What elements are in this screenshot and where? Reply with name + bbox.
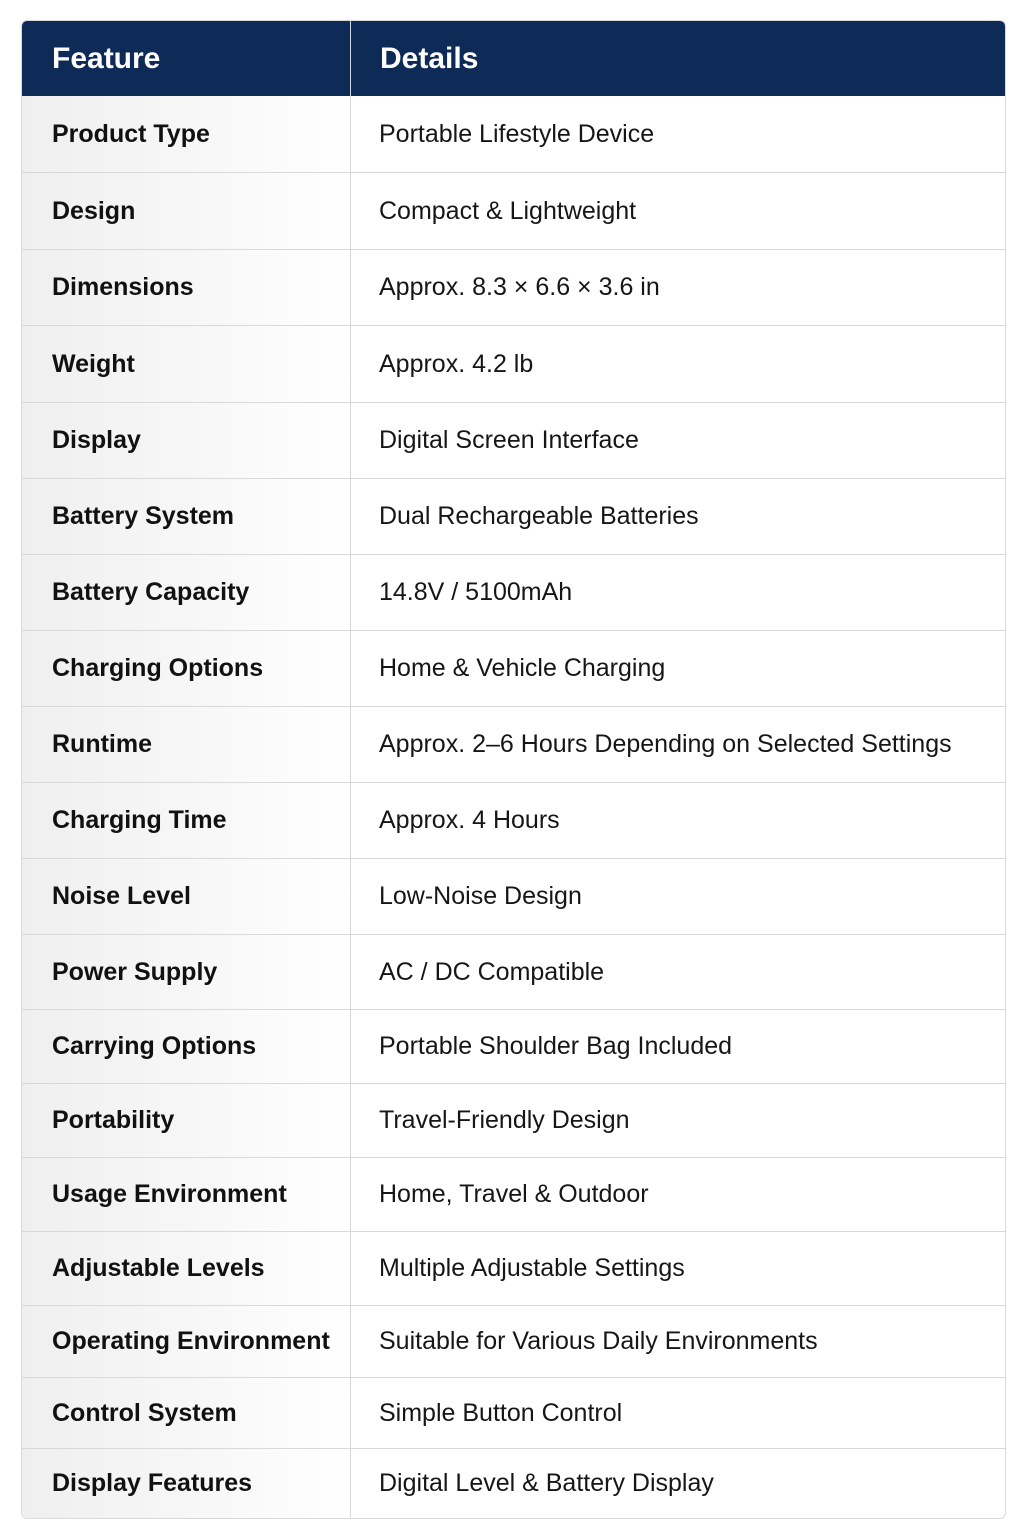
table-row <box>22 325 1005 402</box>
feature-cell: Portability <box>22 1084 351 1157</box>
spec-table <box>21 20 1006 1519</box>
feature-cell: Operating Environment <box>22 1306 351 1377</box>
table-row <box>22 1448 1005 1518</box>
table-row <box>22 1157 1005 1231</box>
feature-cell: Power Supply <box>22 935 351 1009</box>
feature-cell: Usage Environment <box>22 1158 351 1231</box>
table-row <box>22 554 1005 630</box>
table-row <box>22 706 1005 782</box>
table-row <box>22 1231 1005 1305</box>
feature-cell: Design <box>22 173 351 249</box>
details-cell: Digital Level & Battery Display <box>379 1469 714 1497</box>
table-row <box>22 402 1005 478</box>
feature-cell: Adjustable Levels <box>22 1232 351 1305</box>
table-header <box>22 21 1005 96</box>
details-cell: Approx. 4.2 lb <box>379 349 534 378</box>
details-cell: 14.8V / 5100mAh <box>379 578 573 606</box>
details-cell: Home & Vehicle Charging <box>379 654 666 682</box>
feature-cell: Charging Options <box>22 631 351 706</box>
feature-cell: Battery System <box>22 479 351 554</box>
table-row <box>22 1009 1005 1083</box>
details-cell: AC / DC Compatible <box>379 957 605 986</box>
table-body <box>22 96 1005 1518</box>
feature-cell: Battery Capacity <box>22 555 351 630</box>
feature-cell: Display <box>22 403 351 478</box>
table-row <box>22 934 1005 1009</box>
details-cell: Travel-Friendly Design <box>379 1106 630 1134</box>
details-cell: Low-Noise Design <box>379 882 582 910</box>
details-cell: Portable Shoulder Bag Included <box>379 1032 733 1060</box>
table-row <box>22 782 1005 858</box>
table-row <box>22 172 1005 249</box>
feature-cell: Noise Level <box>22 859 351 934</box>
column-header-feature: Feature <box>22 21 351 96</box>
table-row <box>22 630 1005 706</box>
feature-cell: Display Features <box>22 1449 351 1518</box>
table-row <box>22 1305 1005 1377</box>
details-cell: Approx. 2–6 Hours Depending on Selected Settings <box>379 730 952 758</box>
details-cell: Dual Rechargeable Batteries <box>379 502 699 530</box>
details-cell: Portable Lifestyle Device <box>379 119 655 148</box>
feature-cell: Carrying Options <box>22 1010 351 1083</box>
details-cell: Approx. 8.3 × 6.6 × 3.6 in <box>379 273 660 301</box>
details-cell: Simple Button Control <box>379 1398 623 1427</box>
table-row <box>22 1377 1005 1448</box>
details-cell: Multiple Adjustable Settings <box>379 1254 685 1282</box>
feature-cell: Runtime <box>22 707 351 782</box>
table-row <box>22 1083 1005 1157</box>
table-row <box>22 858 1005 934</box>
table-row <box>22 249 1005 325</box>
feature-cell: Dimensions <box>22 250 351 325</box>
feature-cell: Charging Time <box>22 783 351 858</box>
feature-cell: Product Type <box>22 96 351 172</box>
details-cell: Suitable for Various Daily Environments <box>379 1327 818 1355</box>
feature-cell: Control System <box>22 1378 351 1448</box>
details-cell: Digital Screen Interface <box>379 426 639 454</box>
table-row <box>22 96 1005 172</box>
feature-cell: Weight <box>22 326 351 402</box>
column-header-details: Details <box>380 41 479 75</box>
details-cell: Compact & Lightweight <box>379 196 637 225</box>
table-row <box>22 478 1005 554</box>
details-cell: Home, Travel & Outdoor <box>379 1180 649 1208</box>
details-cell: Approx. 4 Hours <box>379 806 560 834</box>
